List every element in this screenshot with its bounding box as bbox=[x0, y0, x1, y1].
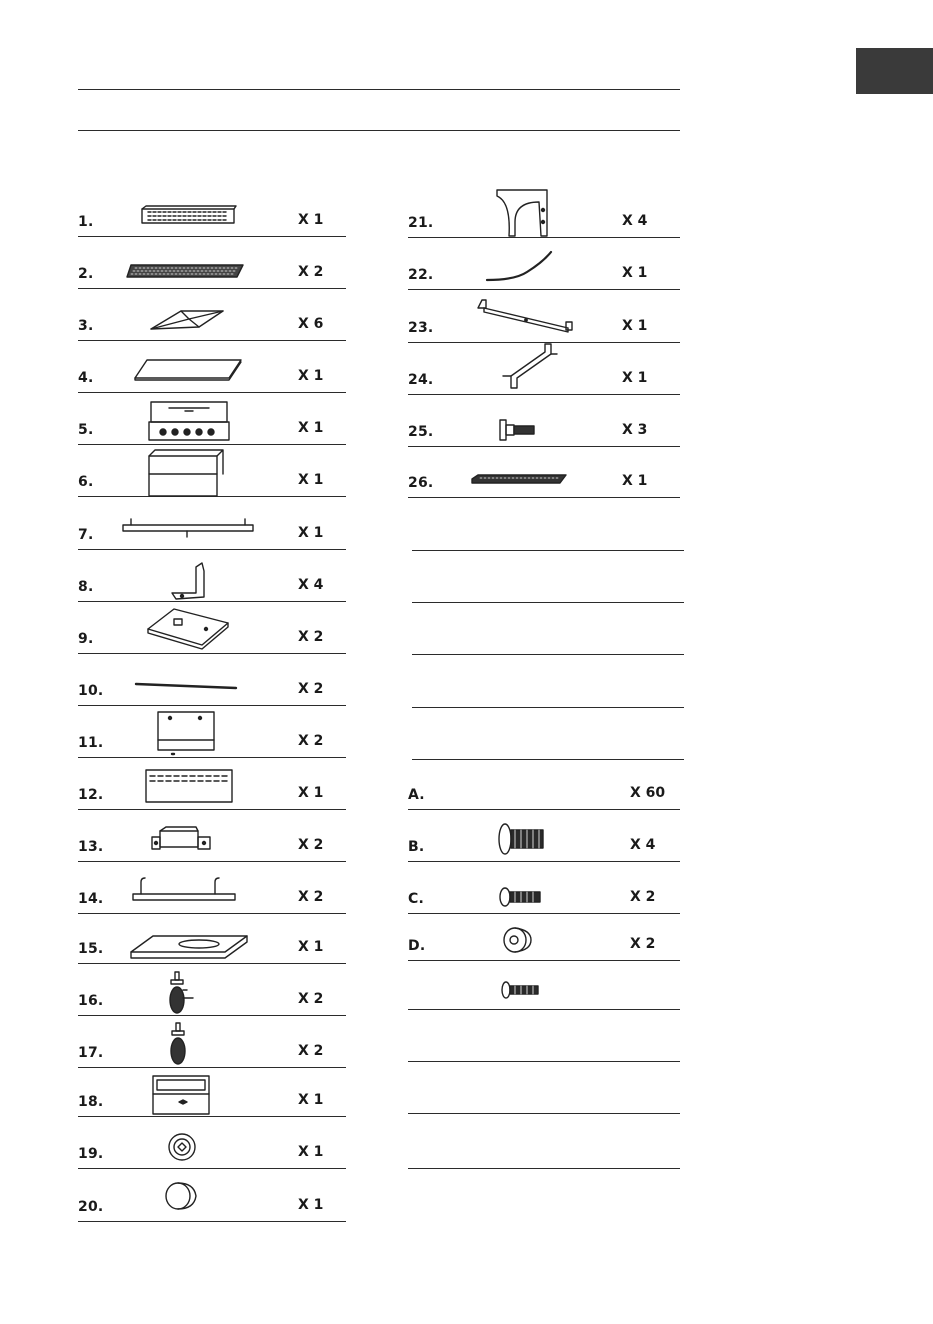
part-quantity: X 1 bbox=[298, 1144, 324, 1160]
part-quantity: X 4 bbox=[298, 577, 324, 593]
part-quantity: X 60 bbox=[630, 785, 666, 801]
part-quantity: X 1 bbox=[622, 370, 648, 386]
part-number: 8. bbox=[78, 579, 94, 595]
part-quantity: X 2 bbox=[298, 1043, 324, 1059]
part-row bbox=[78, 1117, 346, 1169]
part-number: 10. bbox=[78, 683, 104, 699]
part-number: 5. bbox=[78, 422, 94, 438]
part-number: 21. bbox=[408, 215, 434, 231]
part-number: 16. bbox=[78, 993, 104, 1009]
empty-row bbox=[408, 1010, 680, 1062]
part-quantity: X 1 bbox=[622, 318, 648, 334]
vented-panel-icon bbox=[144, 768, 234, 804]
part-row bbox=[78, 1068, 346, 1117]
part-number: 3. bbox=[78, 318, 94, 334]
part-number: 26. bbox=[408, 475, 434, 491]
part-quantity: X 2 bbox=[298, 629, 324, 645]
part-quantity: X 6 bbox=[298, 316, 324, 332]
flame-tamer-icon bbox=[149, 305, 225, 331]
part-row bbox=[408, 914, 680, 961]
shoulder-bolt-icon bbox=[498, 418, 538, 442]
cross-brace-icon bbox=[472, 298, 578, 340]
part-number: B. bbox=[408, 839, 425, 855]
part-number: 12. bbox=[78, 787, 104, 803]
part-quantity: X 2 bbox=[630, 936, 656, 952]
knob-icon bbox=[166, 1131, 198, 1163]
part-number: 2. bbox=[78, 266, 94, 282]
part-quantity: X 1 bbox=[298, 525, 324, 541]
part-quantity: X 2 bbox=[298, 264, 324, 280]
part-quantity: X 1 bbox=[298, 472, 324, 488]
drawer-icon bbox=[151, 1074, 211, 1116]
part-number: 19. bbox=[78, 1146, 104, 1162]
corner-bracket-icon bbox=[495, 188, 551, 240]
part-number: D. bbox=[408, 938, 426, 954]
header-rule-bottom bbox=[78, 130, 680, 131]
hinge-icon bbox=[150, 823, 212, 853]
empty-row bbox=[412, 655, 684, 708]
part-number: 6. bbox=[78, 474, 94, 490]
empty-row bbox=[408, 1062, 680, 1114]
part-quantity: X 2 bbox=[298, 837, 324, 853]
part-number: 4. bbox=[78, 370, 94, 386]
part-quantity: X 2 bbox=[630, 889, 656, 905]
part-quantity: X 1 bbox=[298, 785, 324, 801]
part-quantity: X 1 bbox=[298, 368, 324, 384]
part-row bbox=[78, 550, 346, 602]
cable-icon bbox=[485, 250, 555, 284]
part-row bbox=[78, 964, 346, 1016]
part-quantity: X 2 bbox=[298, 681, 324, 697]
empty-row bbox=[408, 961, 680, 1010]
part-row bbox=[78, 810, 346, 862]
side-panel-icon bbox=[156, 710, 218, 756]
empty-row bbox=[412, 708, 684, 760]
caster-brake-icon bbox=[165, 970, 195, 1016]
part-row bbox=[408, 810, 680, 862]
handle-icon bbox=[131, 876, 237, 902]
part-number: 1. bbox=[78, 214, 94, 230]
tray-panel-icon bbox=[133, 358, 243, 380]
control-panel-icon bbox=[140, 204, 236, 228]
part-quantity: X 1 bbox=[298, 939, 324, 955]
part-row bbox=[78, 1169, 346, 1222]
part-row bbox=[78, 654, 346, 706]
part-number: C. bbox=[408, 891, 424, 907]
mounting-plate-icon bbox=[146, 607, 230, 649]
part-quantity: X 1 bbox=[298, 212, 324, 228]
part-number: 25. bbox=[408, 424, 434, 440]
part-row bbox=[408, 862, 680, 914]
part-quantity: X 4 bbox=[622, 213, 648, 229]
side-shelf-icon bbox=[129, 932, 249, 962]
part-quantity: X 1 bbox=[622, 265, 648, 281]
part-number: 17. bbox=[78, 1045, 104, 1061]
part-number: 9. bbox=[78, 631, 94, 647]
rod-icon bbox=[134, 682, 238, 690]
part-number: 22. bbox=[408, 267, 434, 283]
part-quantity: X 2 bbox=[298, 991, 324, 1007]
part-number: 23. bbox=[408, 320, 434, 336]
cap-icon bbox=[164, 1180, 200, 1214]
part-row bbox=[78, 1016, 346, 1068]
part-quantity: X 2 bbox=[298, 733, 324, 749]
part-number: 15. bbox=[78, 941, 104, 957]
part-quantity: X 2 bbox=[298, 889, 324, 905]
part-quantity: X 1 bbox=[298, 420, 324, 436]
header-rule-top bbox=[78, 89, 680, 90]
part-row bbox=[408, 395, 680, 447]
part-number: A. bbox=[408, 787, 425, 803]
part-number: 20. bbox=[78, 1199, 104, 1215]
rail-bar-icon bbox=[121, 515, 255, 537]
empty-row bbox=[408, 1114, 680, 1169]
part-row bbox=[408, 760, 680, 810]
language-tab[interactable] bbox=[856, 48, 933, 94]
support-bracket-icon bbox=[499, 342, 561, 390]
empty-row bbox=[412, 551, 684, 603]
part-quantity: X 1 bbox=[622, 473, 648, 489]
part-quantity: X 3 bbox=[622, 422, 648, 438]
part-quantity: X 1 bbox=[298, 1197, 324, 1213]
part-number: 11. bbox=[78, 735, 104, 751]
grill-box-icon bbox=[147, 448, 227, 498]
part-quantity: X 4 bbox=[630, 837, 656, 853]
part-number: 7. bbox=[78, 527, 94, 543]
l-bracket-icon bbox=[168, 561, 208, 601]
part-number: 14. bbox=[78, 891, 104, 907]
empty-row bbox=[412, 498, 684, 551]
warming-rack-icon bbox=[470, 473, 568, 485]
part-number: 24. bbox=[408, 372, 434, 388]
part-quantity: X 1 bbox=[298, 1092, 324, 1108]
part-number: 13. bbox=[78, 839, 104, 855]
empty-row bbox=[412, 603, 684, 655]
cooking-grate-icon bbox=[125, 262, 245, 280]
caster-icon bbox=[166, 1021, 190, 1067]
grill-head-icon bbox=[147, 400, 231, 444]
part-number: 18. bbox=[78, 1094, 104, 1110]
